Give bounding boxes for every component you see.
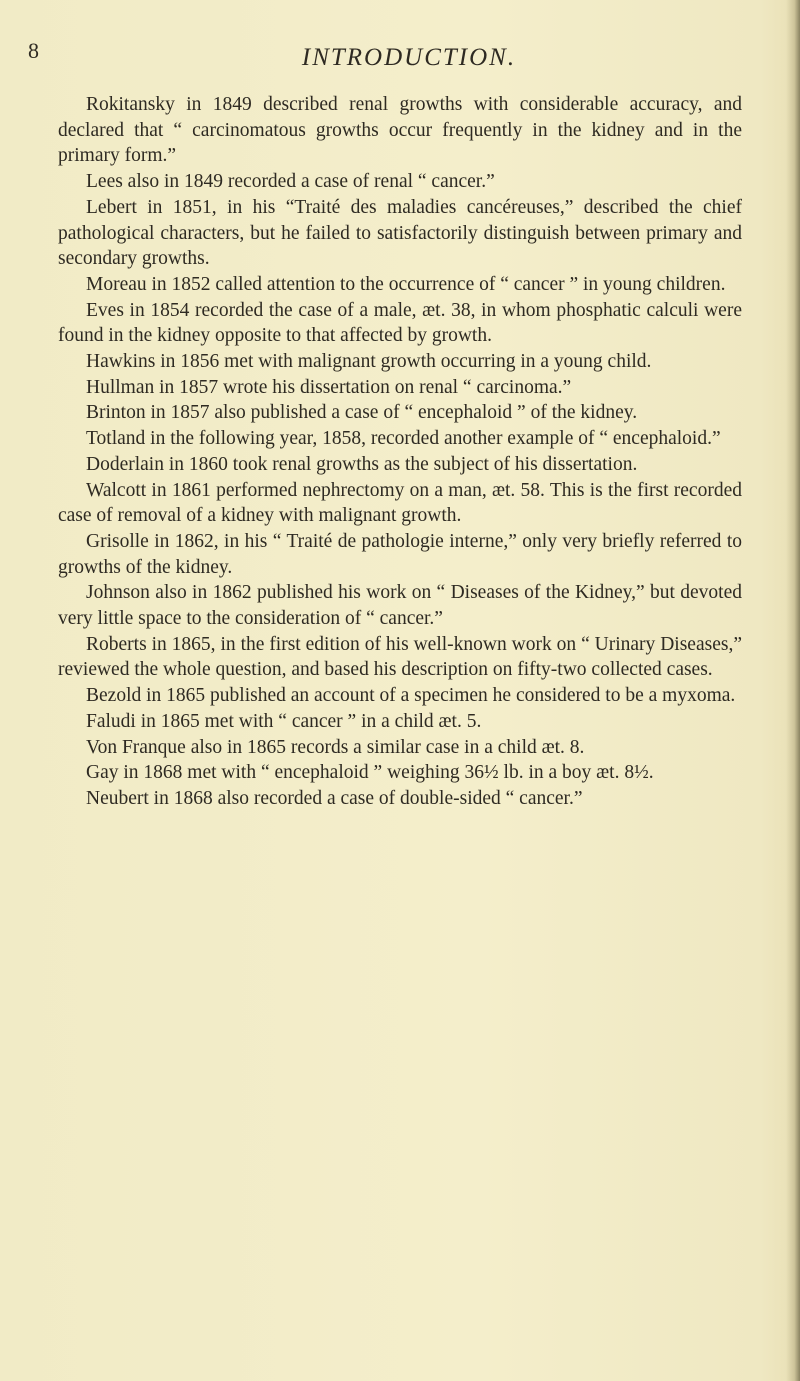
paragraph-von-franque: Von Franque also in 1865 records a similar case in a child æt. 8.	[86, 736, 585, 758]
paragraph-walcott: Walcott in 1861 performed nephrectomy on a man, æt. 58. This is the first recorded case of removal of a kidney with malignant growth.	[58, 479, 742, 527]
paragraph-moreau: Moreau in 1852 called attention to the occurrence of “ cancer ” in young children.	[86, 273, 726, 295]
paragraph-hawkins: Hawkins in 1856 met with malignant growth occurring in a young child.	[86, 351, 652, 373]
paragraph-hullman: Hullman in 1857 wrote his dissertation on renal “ carcinoma.”	[86, 376, 572, 398]
paragraph-gay: Gay in 1868 met with “ encephaloid ” weighing 36½ lb. in a boy æt. 8½.	[86, 762, 654, 784]
paragraph-brinton: Brinton in 1857 also published a case of “ encephaloid ” of the kidney.	[86, 402, 638, 424]
running-head: INTRODUCTION.	[301, 44, 517, 71]
page-edge-shadow	[786, 0, 800, 1381]
paragraph-rokitansky: Rokitansky in 1849 described renal growths with considerable accuracy, and declared that “ carcinomatous growths occur frequently in the kidney and in the primary form.”	[58, 94, 742, 167]
paragraph-johnson: Johnson also in 1862 published his work on “ Diseases of the Kidney,” but devoted very little space to the consideration of “ cancer.”	[58, 582, 742, 630]
paragraph-roberts: Roberts in 1865, in the first edition of his well-known work on “ Urinary Diseases,” reviewed the whole question, and based his description on fifty-two collected cases.	[58, 633, 742, 681]
page-number: 8	[28, 38, 39, 63]
paragraph-totland: Totland in the following year, 1858, recorded another example of “ encephaloid.”	[86, 428, 721, 450]
paragraph-lees: Lees also in 1849 recorded a case of renal “ cancer.”	[86, 171, 495, 193]
paragraph-grisolle: Grisolle in 1862, in his “ Traité de pathologie interne,” only very briefly referred to growths of the kidney.	[58, 530, 742, 578]
body-text	[58, 92, 742, 812]
paragraph-eves: Eves in 1854 recorded the case of a male, æt. 38, in whom phosphatic calculi were found in the kidney opposite to that affected by growth.	[58, 299, 742, 347]
paragraph-doderlain: Doderlain in 1860 took renal growths as the subject of his dissertation.	[86, 453, 638, 475]
paragraph-lebert: Lebert in 1851, in his “Traité des maladies cancéreuses,” described the chief pathological characters, but he failed to satisfactorily distinguish between primary and secondary growths.	[58, 196, 742, 270]
paragraph-neubert: Neubert in 1868 also recorded a case of double-sided “ cancer.”	[86, 787, 583, 809]
paragraph-faludi: Faludi in 1865 met with “ cancer ” in a child æt. 5.	[86, 710, 482, 732]
paragraph-bezold: Bezold in 1865 published an account of a specimen he considered to be a myxoma.	[86, 685, 736, 707]
